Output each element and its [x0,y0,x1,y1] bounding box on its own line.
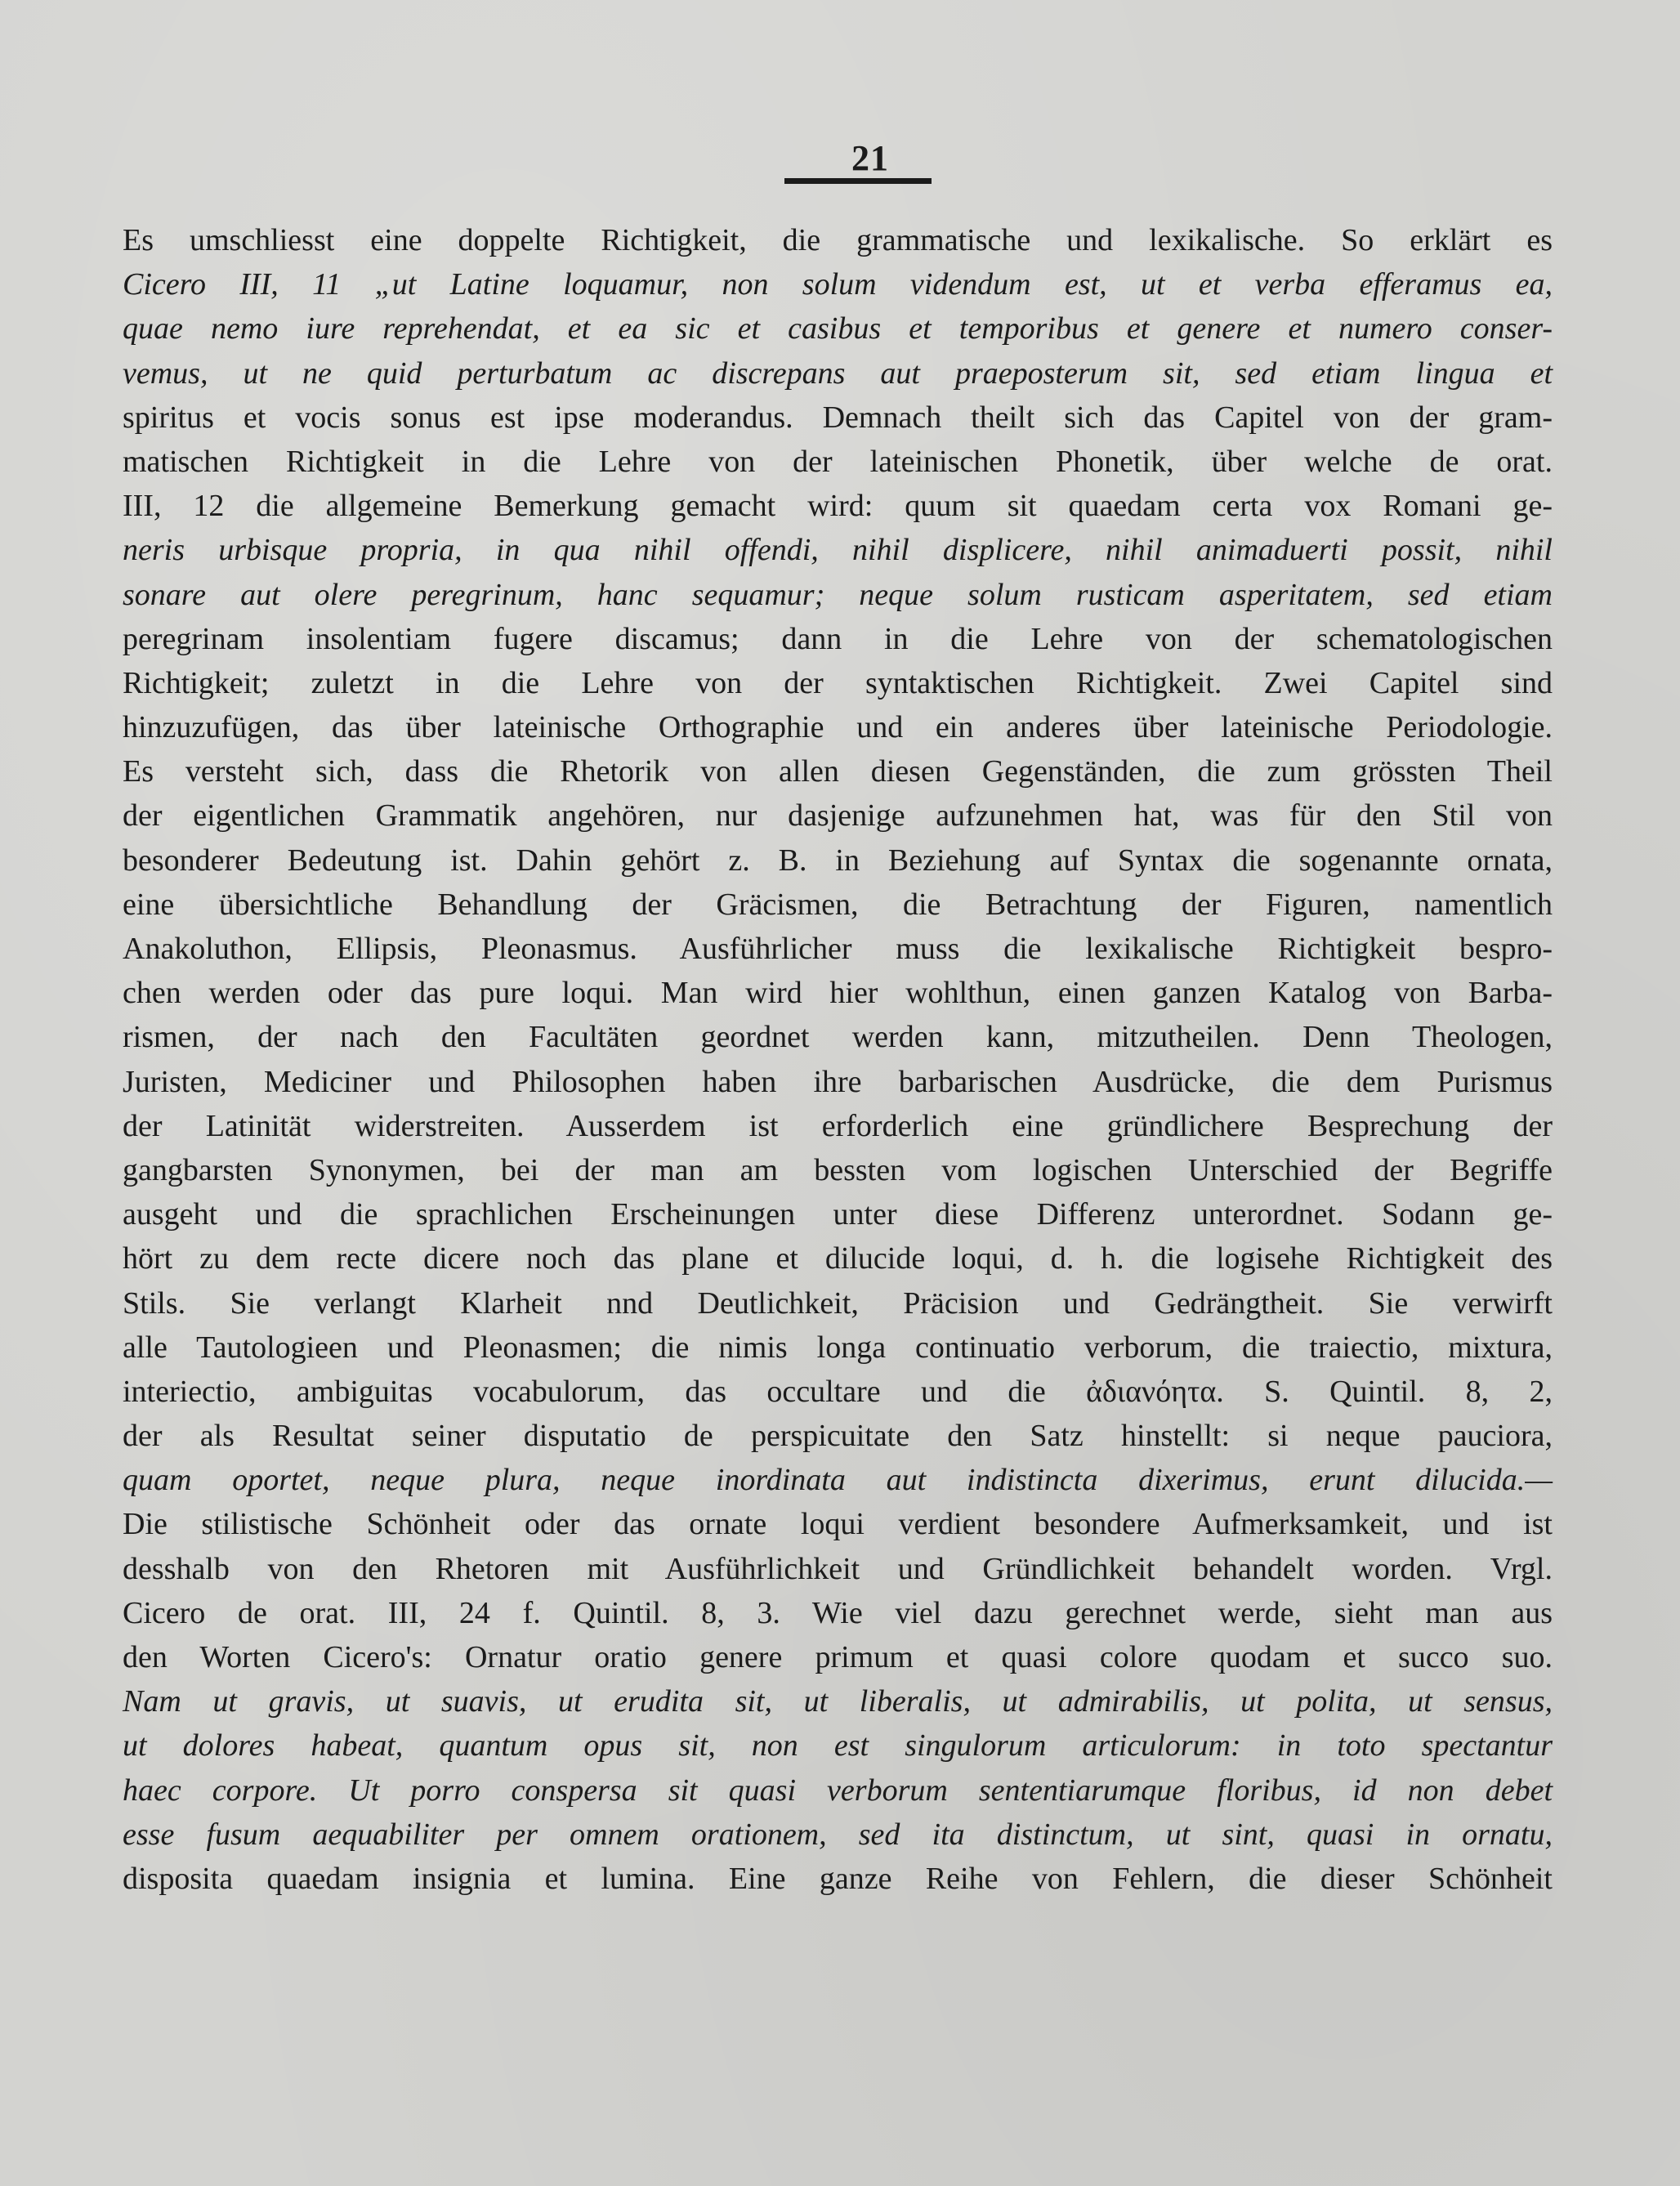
text-line: disposita quaedam insignia et lumina. Eine ganze Reihe von Fehlern, die dieser Schönheit [123,1861,1553,1896]
italic-text: neris urbisque propria, in qua nihil offendi, nihil displicere, nihil animaduerti possit, nihil [123,533,1553,568]
body-text [123,218,1553,1901]
text-line [123,1768,1553,1813]
text-line: der eigentlichen Grammatik angehören, nur dasjenige aufzunehmen hat, was für den Stil von [123,798,1553,834]
text-line: peregrinam insolentiam fugere discamus; dann in die Lehre von der schematologischen [123,621,1553,656]
text-line: spiritus et vocis sonus est ipse moderandus. Demnach theilt sich das Capitel von der gram- [123,400,1553,435]
text-line [123,573,1553,617]
text-line: den Worten Cicero's: Ornatur oratio genere primum et quasi colore quodam et succo suo. [123,1640,1553,1674]
text-line: Anakoluthon, Ellipsis, Pleonasmus. Ausführlicher muss die lexikalische Richtigkeit bespro- [123,932,1553,966]
italic-text: Nam ut gravis, ut suavis, ut erudita sit, ut liberalis, ut admirabilis, ut polita, ut sensus, [123,1684,1553,1719]
text-line: interiectio, ambiguitas vocabulorum, das occultare und die ἀδιανόητα. S. Quintil. 8, 2, [123,1374,1553,1409]
text-line: desshalb von den Rhetoren mit Ausführlichkeit und Gründlichkeit behandelt worden. Vrgl. [123,1551,1553,1586]
italic-text: vemus, ut ne quid perturbatum ac discrepans aut praeposterum sit, sed etiam lingua et [123,355,1553,391]
text-line: alle Tautologieen und Pleonasmen; die nimis longa continuatio verborum, die traiectio, mixtura, [123,1330,1553,1365]
text-line [123,1679,1553,1723]
text-line: III, 12 die allgemeine Bemerkung gemacht wird: quum sit quaedam certa vox Romani ge- [123,489,1553,524]
text-line: Die stilistische Schönheit oder das ornate loqui verdient besondere Aufmerksamkeit, und ist [123,1507,1553,1542]
text-line: gangbarsten Synonymen, bei der man am bessten vom logischen Unterschied der Begriffe [123,1152,1553,1187]
text-line: chen werden oder das pure loqui. Man wird hier wohlthun, einen ganzen Katalog von Barba- [123,976,1553,1011]
page-number: 21 [851,138,889,178]
text-line [123,262,1553,306]
text-line: Juristen, Mediciner und Philosophen haben ihre barbarischen Ausdrücke, die dem Purismus [123,1064,1553,1099]
text-line [123,528,1553,572]
italic-text: haec corpore. Ut porro conspersa sit quasi verborum sententiarumque floribus, id non debet [123,1772,1553,1808]
text-line: hört zu dem recte dicere noch das plane et dilucide loqui, d. h. die logisehe Richtigkeit des [123,1241,1553,1276]
text-line: Cicero de orat. III, 24 f. Quintil. 8, 3. Wie viel dazu gerechnet werde, sieht man aus [123,1595,1553,1630]
text-line: Es versteht sich, dass die Rhetorik von allen diesen Gegenständen, die zum grössten Theil [123,754,1553,789]
italic-text: quam oportet, neque plura, neque inordinata aut indistincta dixerimus, erunt dilucida.— [123,1463,1553,1498]
text-line [123,1813,1553,1857]
text-line: Stils. Sie verlangt Klarheit nnd Deutlichkeit, Präcision und Gedrängtheit. Sie verwirft [123,1285,1553,1321]
text-line: rismen, der nach den Facultäten geordnet werden kann, mitzutheilen. Denn Theologen, [123,1020,1553,1055]
italic-text: quae nemo iure reprehendat, et ea sic et casibus et temporibus et genere et numero conser- [123,311,1553,346]
page-number-rule [784,178,932,184]
italic-text: ut dolores habeat, quantum opus sit, non est singulorum articulorum: in toto spectantur [123,1728,1553,1764]
text-line [123,1458,1553,1502]
italic-text: esse fusum aequabiliter per omnem orationem, sed ita distinctum, ut sint, quasi in ornatu, [123,1817,1553,1852]
text-line: der Latinität widerstreiten. Ausserdem ist erforderlich eine gründlichere Besprechung der [123,1108,1553,1143]
text-line [123,1723,1553,1768]
text-line: besonderer Bedeutung ist. Dahin gehört z. B. in Beziehung auf Syntax die sogenannte ornata, [123,843,1553,878]
text-line [123,306,1553,351]
text-line: ausgeht und die sprachlichen Erscheinungen unter diese Differenz unterordnet. Sodann ge- [123,1197,1553,1232]
italic-text: sonare aut olere peregrinum, hanc sequamur; neque solum rusticam asperitatem, sed etiam [123,577,1553,612]
text-line: der als Resultat seiner disputatio de perspicuitate den Satz hinstellt: si neque pauciora, [123,1419,1553,1454]
text-line: eine übersichtliche Behandlung der Gräcismen, die Betrachtung der Figuren, namentlich [123,887,1553,922]
text-line [123,351,1553,396]
text-line: Richtigkeit; zuletzt in die Lehre von der syntaktischen Richtigkeit. Zwei Capitel sind [123,665,1553,700]
text-line: matischen Richtigkeit in die Lehre von der lateinischen Phonetik, über welche de orat. [123,444,1553,479]
text-line: Es umschliesst eine doppelte Richtigkeit, die grammatische und lexikalische. So erklärt es [123,223,1553,257]
text-line: hinzuzufügen, das über lateinische Orthographie und ein anderes über lateinische Periodologie. [123,710,1553,745]
italic-text: Cicero III, 11 „ut Latine loquamur, non solum videndum est, ut et verba efferamus ea, [123,267,1553,302]
